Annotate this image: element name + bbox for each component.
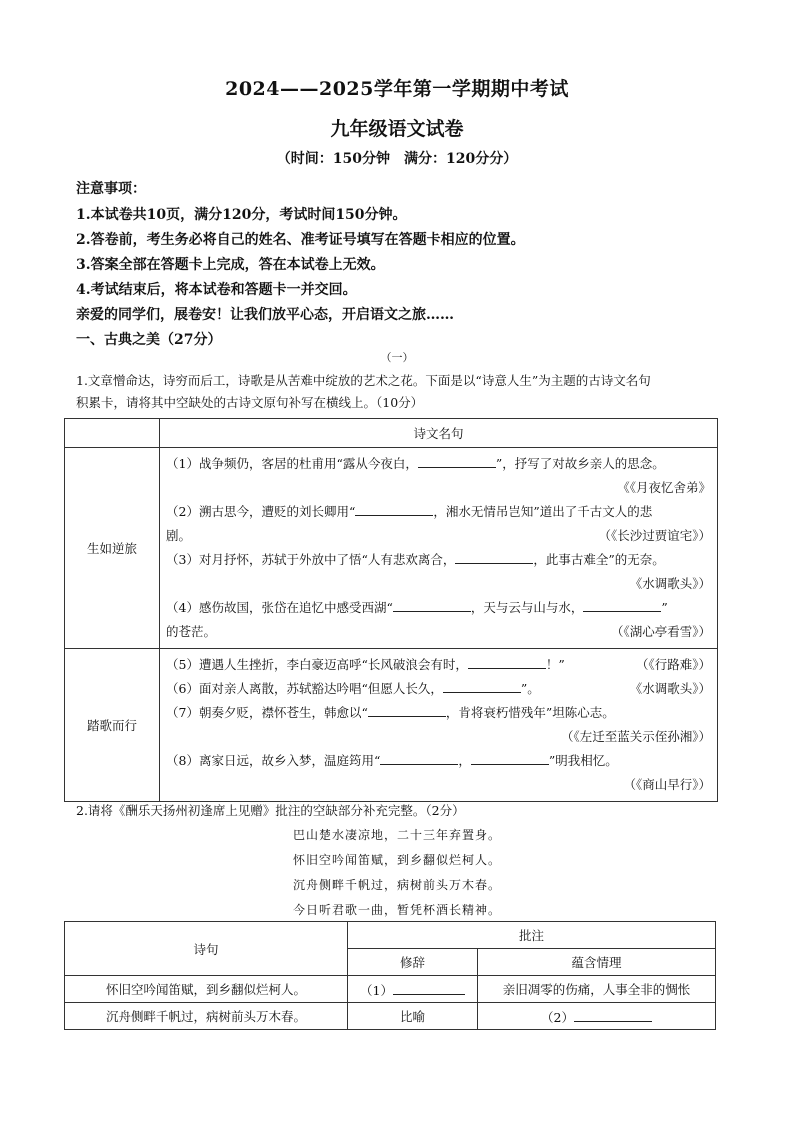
- fill-item-4: （4）感伤故国，张岱在追忆中感受西湖“ ，天与云与山与水， ”: [160, 596, 717, 620]
- table-corner: [65, 419, 160, 448]
- verse-cell: 怀旧空吟闻笛赋，到乡翻似烂柯人。: [65, 976, 348, 1003]
- fill-item-8: （8）离家日远，故乡入梦，温庭筠用“ ， ”明我相忆。: [160, 749, 717, 773]
- category-label: 生如逆旅: [65, 448, 160, 649]
- table-row: [65, 976, 716, 1003]
- answer-blank[interactable]: [471, 750, 549, 765]
- subsection-marker: （一）: [380, 351, 414, 364]
- answer-blank[interactable]: [455, 549, 533, 564]
- answer-blank[interactable]: [393, 597, 471, 612]
- fill-item-6: （6）面对亲人离散，苏轼豁达吟唱“但愿人长久， ”。 《水调歌头》）: [160, 677, 717, 701]
- rhetoric-cell: （1）: [348, 976, 478, 1003]
- emotion-cell: 亲旧凋零的伤痛，人事全非的惆怅: [478, 976, 716, 1003]
- question-1-text: [76, 370, 726, 414]
- fill-item-4-cont: 的苍茫。 （《湖心亭看雪》）: [166, 624, 711, 639]
- fill-item-5: （5）遭遇人生挫折，李白豪迈高呼“长风破浪会有时， ！” （《行路难》）: [160, 653, 717, 677]
- item-source: 《水调歌头》）: [629, 576, 711, 591]
- answer-blank[interactable]: [574, 1007, 652, 1022]
- answer-blank[interactable]: [468, 654, 546, 669]
- answer-blank[interactable]: [368, 702, 446, 717]
- answer-blank[interactable]: [418, 453, 496, 468]
- rhetoric-cell: 比喻: [348, 1003, 478, 1030]
- notice-item: 4.考试结束后，将本试卷和答题卡一并交回。: [76, 282, 357, 298]
- question-2-text: 2.请将《酬乐天扬州初逢席上见赠》批注的空缺部分补充完整。（2分）: [76, 803, 465, 818]
- poem-line: 沉舟侧畔千帆过，病树前头万木春。: [292, 878, 501, 892]
- answer-blank[interactable]: [380, 750, 458, 765]
- emotion-cell: （2）: [478, 1003, 716, 1030]
- category-items: [160, 448, 718, 649]
- annotation-table: [64, 921, 716, 1030]
- poem-line: 巴山楚水凄凉地，二十三年弃置身。: [292, 828, 501, 842]
- answer-blank[interactable]: [355, 501, 433, 516]
- table-row: [65, 1003, 716, 1030]
- notice-item: 2.答卷前，考生务必将自己的姓名、准考证号填写在答题卡相应的位置。: [76, 232, 525, 248]
- fill-item-1: （1）战争频仍，客居的杜甫用“露从今夜白， ”，抒写了对故乡亲人的思念。: [160, 452, 717, 476]
- notice-item: 1.本试卷共10页，满分120分，考试时间150分钟。: [76, 207, 407, 223]
- header-rhetoric: 修辞: [348, 949, 478, 976]
- fill-item-3: （3）对月抒怀，苏轼于外放中了悟“人有悲欢离合， ，此事古难全”的无奈。: [160, 548, 717, 572]
- poem-line: 今日听君歌一曲，暂凭杯酒长精神。: [292, 903, 501, 917]
- question-1-line-1: 1.文章憎命达，诗穷而后工，诗歌是从苦难中绽放的艺术之花。下面是以“诗意人生”为主题的古诗文名句: [76, 373, 651, 388]
- table-header: 诗文名句: [160, 419, 718, 448]
- header-emotion: 蕴含情理: [478, 949, 716, 976]
- header-note: 批注: [348, 922, 716, 949]
- poem-line: 怀旧空吟闻笛赋，到乡翻似烂柯人。: [292, 853, 501, 867]
- category-label: 踏歌而行: [65, 649, 160, 802]
- greeting: 亲爱的同学们，展卷安！让我们放平心态，开启语文之旅……: [76, 307, 454, 323]
- item-source: （《商山早行》）: [623, 777, 711, 792]
- fill-item-7: （7）朝奏夕贬，襟怀苍生，韩愈以“ ，肯将衰朽惜残年”坦陈心志。: [160, 701, 717, 725]
- question-1-line-2: 积累卡，请将其中空缺处的古诗文原句补写在横线上。（10分）: [76, 395, 424, 410]
- answer-blank[interactable]: [583, 597, 661, 612]
- verse-cell: 沉舟侧畔千帆过，病树前头万木春。: [65, 1003, 348, 1030]
- item-source: （《左迁至蓝关示侄孙湘》）: [560, 729, 711, 744]
- category-items: [160, 649, 718, 802]
- exam-info: （时间：150分钟 满分：120分分）: [276, 151, 518, 167]
- notice-heading: 注意事项：: [76, 181, 146, 197]
- exam-title: 2024——2025学年第一学期期中考试: [225, 78, 569, 100]
- item-source: 《《月夜忆舍弟》: [617, 480, 711, 495]
- fill-item-2-cont: 剧。 （《长沙过贾谊宅》）: [166, 528, 711, 543]
- answer-blank[interactable]: [443, 678, 521, 693]
- fill-item-2: （2）溯古思今，遭贬的刘长卿用“ ，湘水无情吊岂知”道出了千古文人的悲: [160, 500, 717, 524]
- answer-blank[interactable]: [393, 980, 465, 995]
- exam-subtitle: 九年级语文试卷: [330, 118, 464, 140]
- section-title: 一、古典之美（27分）: [76, 332, 222, 348]
- notice-item: 3.答案全部在答题卡上完成，答在本试卷上无效。: [76, 257, 385, 273]
- header-verse: 诗句: [65, 922, 348, 976]
- poetry-table: [64, 418, 718, 802]
